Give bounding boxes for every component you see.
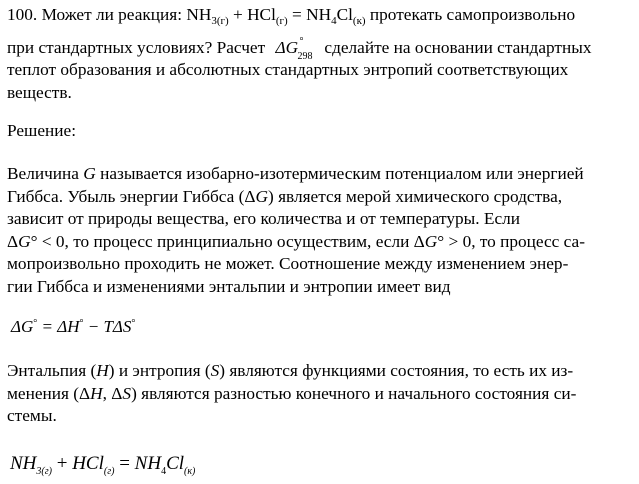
gibbs-equation: ΔG° = ΔH° − TΔS° <box>11 317 136 336</box>
solution-heading: Решение: <box>7 121 76 140</box>
problem-line-2: при стандартных условиях? Расчет ΔG ° 298 сделайте на основании стандартных <box>7 35 592 62</box>
problem-line-1 <box>7 4 633 33</box>
problem-lead: Может ли реакция: <box>41 5 183 24</box>
problem-number: 100. <box>7 5 38 24</box>
reaction-equation: $NH_{3(г)} + HCl_{(г)} = NH_4Cl_{(к)}$ <box>10 453 196 477</box>
reaction-inline: $NH_{3(г)} + HCl_{(г)} = NH_4Cl_{(к)}$ <box>186 5 366 27</box>
problem-line-3: теплот образования и абсолютных стандартных энтропий соответствующих <box>7 60 569 80</box>
gibbs-paragraph: Величина G называется изобарно-изотермическим потенциалом или энергией Гиббса. Убыль энергии Гиббса (ΔG) является мерой химического сродства, зависит от природы вещества, его количества и от температуры. Если ΔG° < 0, то процесс принципиально осуществим, если ΔG° > 0, то процесс са- мопроизвольно проходить не может. Соотношение между изменением энер- гии Гиббса и изменениями энтальпии и энтропии имеет вид <box>7 164 585 296</box>
delta-g-298-symbol: ΔG ° 298 <box>275 35 313 62</box>
problem-tail: протекать самопроизвольно <box>369 5 576 24</box>
problem-line-4: веществ. <box>7 82 72 102</box>
state-function-paragraph: Энтальпия (H) и энтропия (S) являются функциями состояния, то есть их из- менения (ΔH, ΔS) являются разностью конечного и начального состояния си- стемы. <box>7 361 577 426</box>
problem-statement <box>7 4 633 104</box>
